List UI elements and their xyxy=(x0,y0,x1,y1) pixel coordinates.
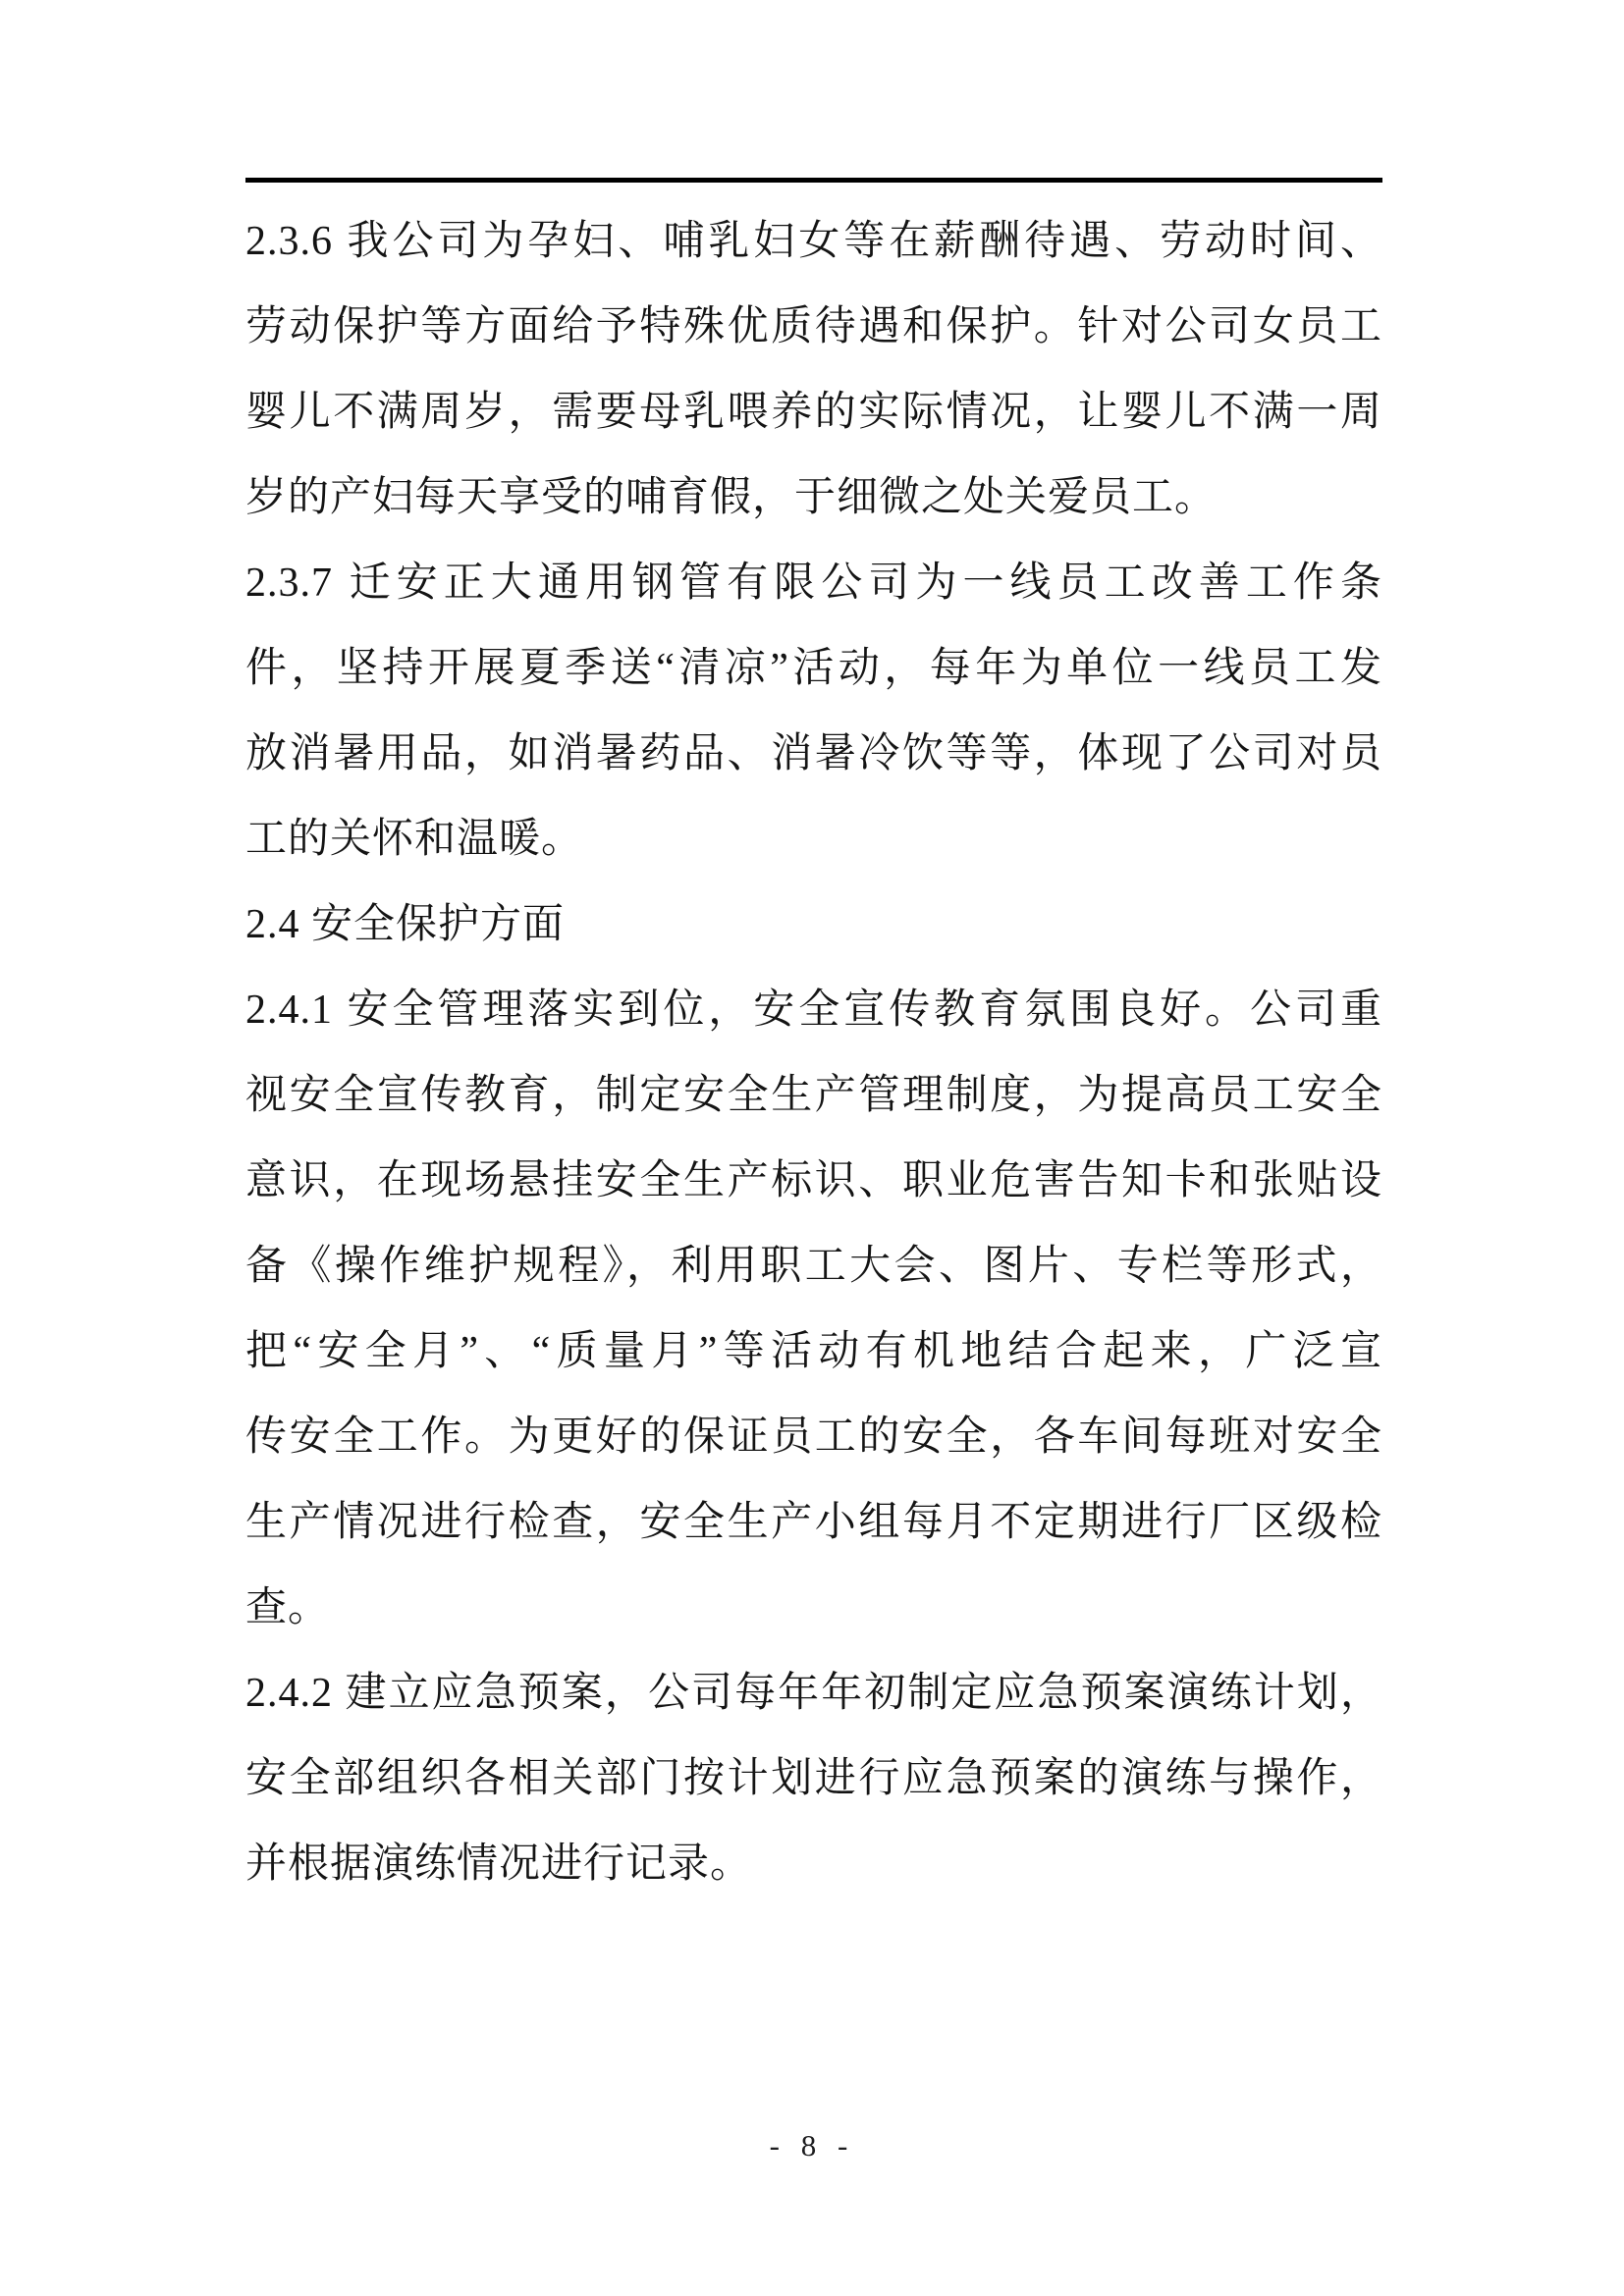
text-line: 备《操作维护规程》，利用职工大会、图片、专栏等形式， xyxy=(245,1244,1382,1289)
text-line: 意识，在现场悬挂安全生产标识、职业危害告知卡和张贴设 xyxy=(245,1158,1382,1203)
text-line: 放消暑用品，如消暑药品、消暑冷饮等等，体现了公司对员 xyxy=(245,731,1382,776)
text-line: 传安全工作。为更好的保证员工的安全，各车间每班对安全 xyxy=(245,1415,1382,1460)
text-line: 视安全宣传教育，制定安全生产管理制度，为提高员工安全 xyxy=(245,1073,1382,1118)
page-number: - 8 - xyxy=(769,2128,855,2163)
text-line: 婴儿不满周岁，需要母乳喂养的实际情况，让婴儿不满一周 xyxy=(245,390,1382,435)
text-line: 查。 xyxy=(245,1585,331,1630)
text-line: 并根据演练情况进行记录。 xyxy=(245,1842,753,1887)
text-line: 2.3.7 迁安正大通用钢管有限公司为一线员工改善工作条 xyxy=(245,561,1382,606)
text-line: 劳动保护等方面给予特殊优质待遇和保护。针对公司女员工 xyxy=(245,304,1382,349)
document-body xyxy=(245,199,1382,1907)
text-line: 把“安全月”、“质量月”等活动有机地结合起来，广泛宣 xyxy=(245,1329,1382,1374)
text-line: 2.4.2 建立应急预案，公司每年年初制定应急预案演练计划， xyxy=(245,1671,1382,1716)
text-line: 安全部组织各相关部门按计划进行应急预案的演练与操作， xyxy=(245,1756,1382,1801)
text-line: 2.4 安全保护方面 xyxy=(245,902,566,947)
text-line: 生产情况进行检查，安全生产小组每月不定期进行厂区级检 xyxy=(245,1500,1382,1545)
text-line: 岁的产妇每天享受的哺育假，于细微之处关爱员工。 xyxy=(245,475,1218,520)
header-rule xyxy=(245,178,1382,183)
text-line: 2.4.1 安全管理落实到位，安全宣传教育氛围良好。公司重 xyxy=(245,988,1382,1033)
text-line: 工的关怀和温暖。 xyxy=(245,817,584,862)
text-line: 件，坚持开展夏季送“清凉”活动，每年为单位一线员工发 xyxy=(245,646,1382,691)
text-line: 2.3.6 我公司为孕妇、哺乳妇女等在薪酬待遇、劳动时间、 xyxy=(245,219,1382,264)
